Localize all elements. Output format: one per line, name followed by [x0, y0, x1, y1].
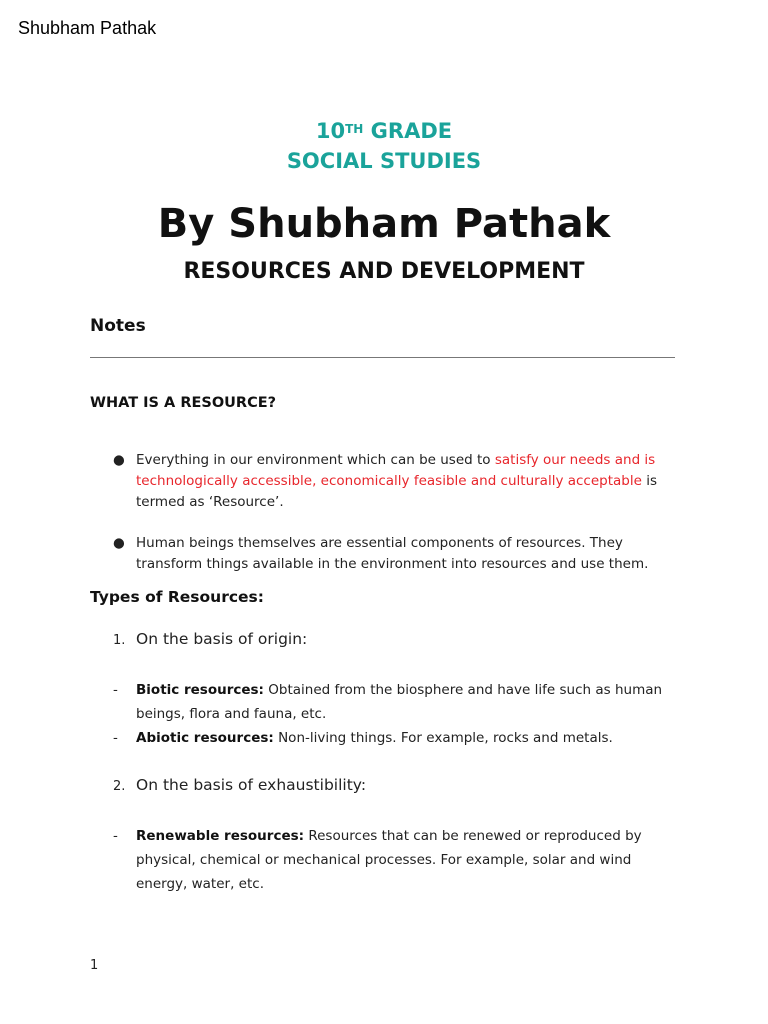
bullet-dot: ●	[113, 452, 125, 468]
bullet-text: Human beings themselves are essential components of resources. They transform things available in the environment into resources and use them.	[136, 535, 649, 572]
grade-line	[0, 116, 768, 146]
types-heading: Types of Resources:	[90, 588, 264, 606]
definition-desc: Resources that can be renewed or reproduced by physical, chemical or mechanical processes. For example, solar and wind energy, water, etc.	[136, 828, 642, 892]
definition-term: Biotic resources:	[136, 682, 264, 698]
section-heading	[113, 776, 366, 794]
definition-desc: Obtained from the biosphere and have life such as human beings, flora and fauna, etc.	[136, 682, 663, 722]
header-author: Shubham Pathak	[18, 18, 157, 38]
definition-item	[113, 678, 673, 726]
definition-item	[113, 824, 673, 896]
section-heading	[113, 630, 307, 648]
grade-word: GRADE	[370, 119, 453, 143]
section-title: On the basis of origin:	[136, 630, 308, 648]
subject-line: SOCIAL STUDIES	[286, 149, 482, 173]
main-title: By Shubham Pathak	[157, 201, 611, 247]
notes-heading: Notes	[90, 316, 146, 336]
page-number: 1	[90, 958, 99, 973]
dash-marker: -	[113, 682, 118, 698]
definition-item	[113, 726, 673, 750]
definition-term: Renewable resources:	[136, 828, 305, 844]
dash-marker: -	[113, 828, 118, 844]
bullet-text-pre: Everything in our environment which can be used to	[136, 452, 495, 468]
grade-suffix: TH	[345, 122, 364, 136]
grade-number: 10	[315, 119, 346, 143]
question-heading: WHAT IS A RESOURCE?	[90, 395, 277, 411]
definition-desc: Non-living things. For example, rocks and metals.	[273, 730, 613, 746]
bullet-text	[136, 450, 673, 513]
grade-block	[0, 116, 768, 176]
section-title: On the basis of exhaustibility:	[136, 776, 367, 794]
bullet-text-post: is termed as ‘Resource’.	[136, 473, 657, 510]
section-number: 2.	[113, 779, 126, 794]
dash-marker: -	[113, 730, 118, 746]
definition-term: Abiotic resources:	[136, 730, 274, 746]
section-number: 1.	[113, 633, 126, 648]
bullet-text-highlight: satisfy our needs and is technologically accessible, economically feasible and culturally acceptable	[136, 452, 656, 489]
divider	[90, 357, 675, 358]
bullet-dot: ●	[113, 535, 125, 551]
chapter-title: RESOURCES AND DEVELOPMENT	[183, 259, 585, 284]
bullet-item	[113, 533, 673, 575]
bullet-item	[113, 450, 673, 513]
